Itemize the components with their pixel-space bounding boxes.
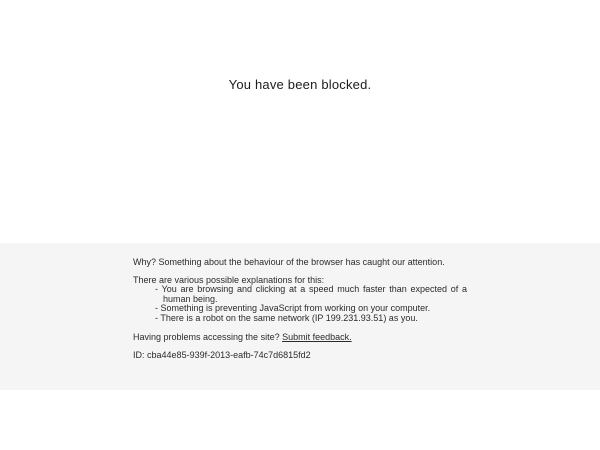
why-text: Why? Something about the behaviour of the browser has caught our attention.	[133, 257, 445, 267]
explanations-list	[133, 285, 467, 323]
block-id-value: cba44e85-939f-2013-eafb-74c7d6815fd2	[147, 349, 311, 360]
explanations-intro: There are various possible explanations for this:	[133, 274, 325, 285]
details-panel	[0, 243, 600, 390]
help-line	[133, 333, 467, 343]
explanation-item-javascript: - Something is preventing JavaScript from working on your computer.	[163, 304, 467, 314]
submit-feedback-link[interactable]: Submit feedback.	[282, 332, 352, 342]
details-content	[133, 258, 467, 360]
block-id-label: ID:	[133, 349, 145, 360]
explanation-item-speed: - You are browsing and clicking at a speed much faster than expected of a human being.	[163, 285, 467, 304]
explanation-item-robot: - There is a robot on the same network (IP 199.231.93.51) as you.	[163, 314, 467, 324]
page-title: You have been blocked.	[228, 77, 372, 92]
help-question: Having problems accessing the site?	[133, 332, 280, 342]
block-id-line	[133, 351, 467, 361]
